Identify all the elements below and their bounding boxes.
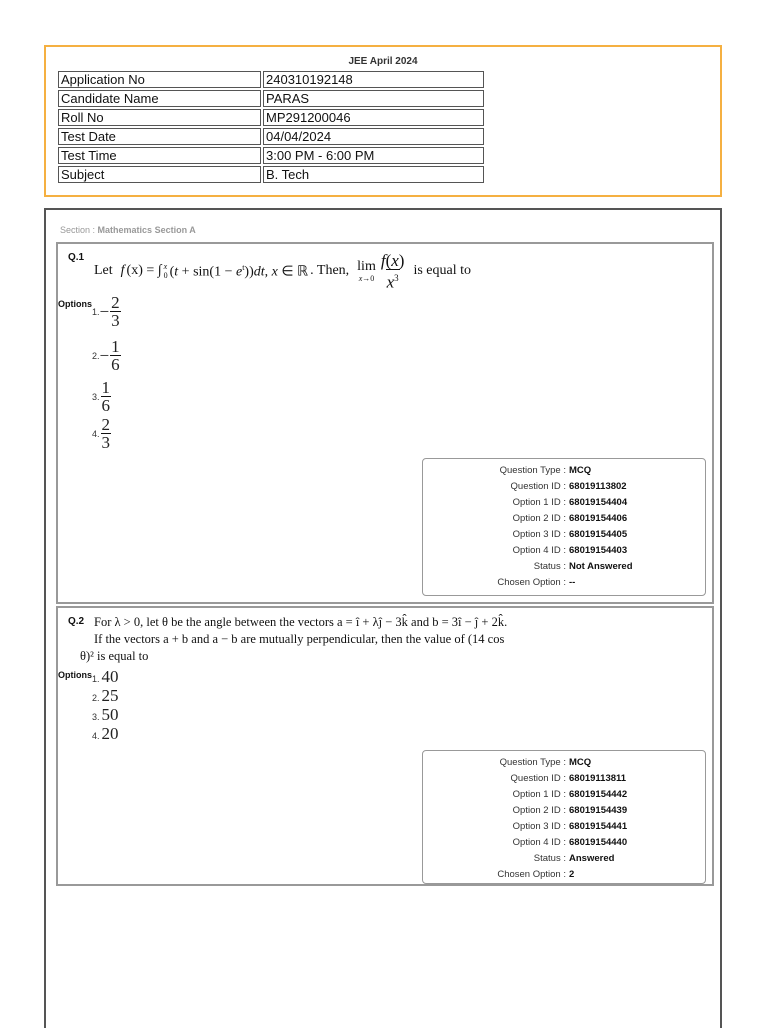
meta-value: 68019113811 [569,773,627,784]
options-label: Options [58,299,92,309]
meta-label: Question ID : [510,481,566,492]
section-prefix: Section : [60,225,96,235]
meta-value: 2 [569,869,575,880]
option-fraction [101,416,112,451]
option-2 [92,686,119,706]
question-text-let: Let [94,263,113,279]
option-number: 2. [92,693,100,703]
integrand: $(t + \sin(1 - e^t))dt$, x ∈ ℝ [169,262,309,280]
meta-value: 68019154442 [569,789,628,800]
meta-value: 68019154441 [569,821,628,832]
option-sign: − [99,345,110,365]
meta-row [423,819,705,835]
meta-row [423,511,705,527]
meta-row [423,479,705,495]
question-text-then: . Then, [310,263,350,279]
option-number: 1. [92,674,100,684]
meta-row [423,755,705,771]
options-label: Options [58,670,92,680]
question-number: Q.2 [68,616,85,627]
math-expression: (x) = ∫ [126,263,162,279]
question-number: Q.1 [68,252,85,263]
option-1 [92,667,119,687]
table-row [58,128,484,145]
option-4 [92,724,119,744]
info-value: 3:00 PM - 6:00 PM [263,147,484,164]
meta-label: Question Type : [499,465,566,476]
meta-row [423,463,705,479]
info-label: Candidate Name [58,90,261,107]
question-meta-panel [422,458,706,596]
info-label: Roll No [58,109,261,126]
info-label: Application No [58,71,261,88]
denominator: 6 [111,355,120,374]
option-number: 3. [92,391,100,402]
meta-row [423,543,705,559]
meta-row [423,495,705,511]
meta-label: Question ID : [510,773,566,784]
meta-value: 68019154439 [569,805,628,816]
option-fraction [110,338,121,373]
denominator: 6 [101,396,111,415]
integral-limits: x 0 [163,262,168,281]
question-line-1: For λ > 0, let θ be the angle between the vectors a = î + λĵ − 3k̂ and b = 3î − ĵ + 2k̂. [94,615,508,629]
meta-value: -- [569,577,576,588]
meta-row [423,787,705,803]
meta-value: 68019154404 [569,497,628,508]
info-value: 240310192148 [263,71,484,88]
option-1 [92,294,121,329]
table-row [58,109,484,126]
question-paper [44,208,722,1028]
question-text [94,252,471,291]
question-meta-panel [422,750,706,884]
meta-row [423,559,705,575]
numerator: 1 [101,378,111,397]
info-label: Test Date [58,128,261,145]
meta-label: Option 3 ID : [512,821,566,832]
numerator: 2 [111,293,120,312]
meta-row [423,771,705,787]
meta-value: 68019113802 [569,481,627,492]
meta-label: Option 2 ID : [512,513,566,524]
option-fraction [110,294,121,329]
question-line-2: If the vectors a + b and a − b are mutually perpendicular, then the value of (14 cos [94,632,505,646]
question-2 [56,606,714,886]
candidate-info-card [44,45,722,197]
option-fraction [101,379,112,414]
meta-label: Option 3 ID : [512,529,566,540]
meta-value: 68019154405 [569,529,628,540]
question-text [94,614,564,648]
numerator: 1 [111,337,120,356]
option-value: 20 [101,724,119,743]
meta-label: Option 2 ID : [512,805,566,816]
meta-label: Status : [533,853,566,864]
meta-label: Option 4 ID : [512,545,566,556]
meta-value: 68019154403 [569,545,628,556]
candidate-info-table [56,69,486,185]
meta-label: Option 1 ID : [512,497,566,508]
option-value: 25 [101,686,119,705]
meta-value: Not Answered [569,561,633,572]
meta-label: Status : [533,561,566,572]
table-row [58,147,484,164]
meta-row [423,575,705,591]
option-value: 40 [101,667,119,686]
option-2 [92,338,121,373]
table-row [58,90,484,107]
info-value: MP291200046 [263,109,484,126]
section-label [60,225,196,235]
section-name: Mathematics Section A [97,225,196,235]
meta-row [423,527,705,543]
meta-label: Option 4 ID : [512,837,566,848]
meta-value: MCQ [569,757,592,768]
meta-row [423,867,705,883]
info-label: Test Time [58,147,261,164]
info-value: 04/04/2024 [263,128,484,145]
option-number: 3. [92,712,100,722]
info-value: B. Tech [263,166,484,183]
limit-fraction: $\frac{f(x)}{x^3}$ [380,251,405,292]
info-label: Subject [58,166,261,183]
meta-row [423,851,705,867]
meta-label: Option 1 ID : [512,789,566,800]
option-number: 2. [92,350,100,361]
question-text-end: is equal to [413,263,472,279]
meta-label: Chosen Option : [497,577,566,588]
info-value: PARAS [263,90,484,107]
limit: lim x→0 [357,259,376,284]
denominator: 3 [101,433,111,452]
meta-row [423,803,705,819]
option-number: 4. [92,428,100,439]
meta-value: MCQ [569,465,592,476]
meta-value: Answered [569,853,615,864]
question-line-3: θ)² is equal to [80,649,149,663]
option-sign: − [99,301,110,321]
table-row [58,166,484,183]
option-3 [92,705,119,725]
function-definition: f [120,263,125,279]
table-row [58,71,484,88]
question-1 [56,242,714,604]
meta-value: 68019154440 [569,837,628,848]
option-3 [92,379,111,414]
meta-label: Question Type : [499,757,566,768]
denominator: 3 [111,311,120,330]
meta-value: 68019154406 [569,513,628,524]
option-4 [92,416,111,451]
option-number: 4. [92,731,100,741]
exam-title: JEE April 2024 [348,56,418,67]
numerator: 2 [101,415,111,434]
option-number: 1. [92,306,100,317]
option-value: 50 [101,705,119,724]
meta-row [423,835,705,851]
meta-label: Chosen Option : [497,869,566,880]
